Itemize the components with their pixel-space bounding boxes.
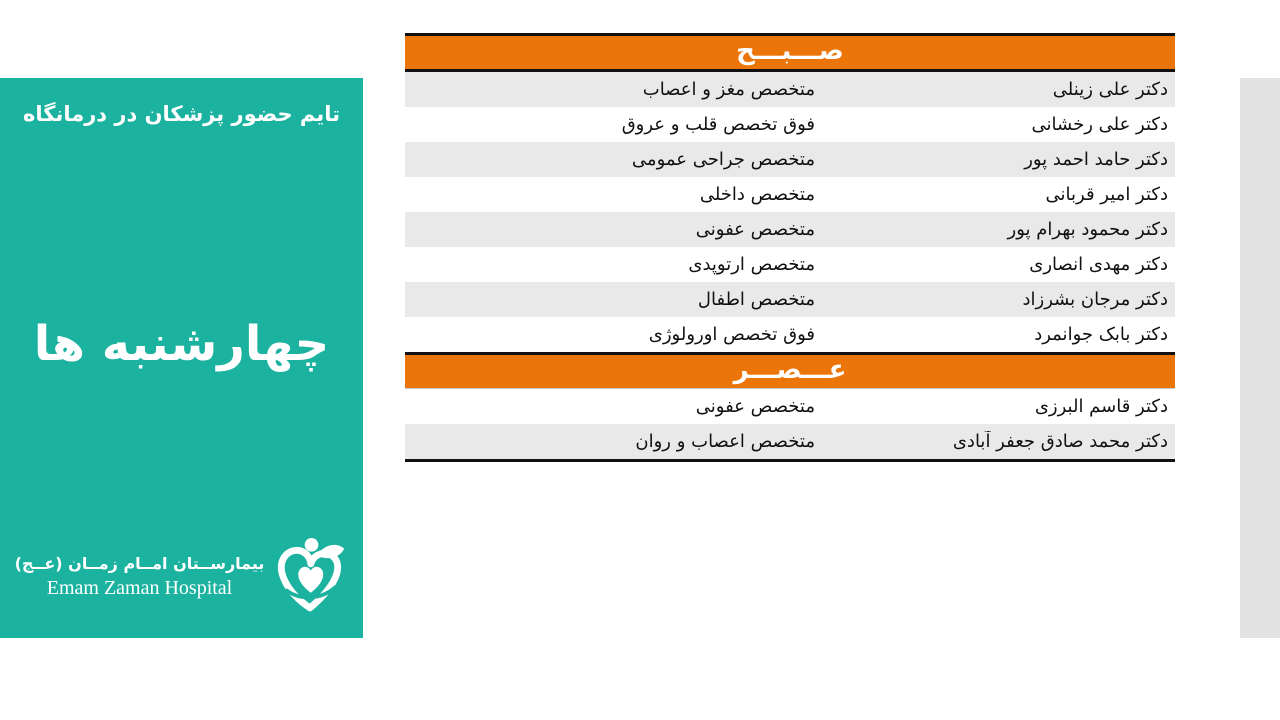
day-heading: چهارشنبه ها [33, 316, 330, 372]
doctor-name: دکتر محمود بهرام پور [1007, 219, 1168, 240]
hospital-logo-text [15, 552, 265, 600]
doctor-specialty: فوق تخصص اورولوژی [648, 324, 815, 345]
doctor-specialty: متخصص اطفال [697, 289, 815, 310]
doctor-specialty: متخصص داخلی [699, 184, 815, 205]
schedule-table [405, 33, 1175, 462]
doctor-name: دکتر علی زینلی [1052, 79, 1168, 100]
schedule-row [405, 282, 1175, 317]
doctor-name: دکتر بابک جوانمرد [1034, 324, 1168, 345]
sidebar [0, 78, 363, 638]
doctor-name: دکتر محمد صادق جعفر آبادی [952, 431, 1168, 452]
doctor-specialty: متخصص عفونی [695, 396, 815, 417]
schedule-row [405, 142, 1175, 177]
schedule-row [405, 389, 1175, 424]
doctor-specialty: متخصص ارتوپدی [688, 254, 815, 275]
section-label: عـــصـــر [733, 354, 847, 385]
right-edge-strip [1240, 78, 1280, 638]
sidebar-title: تایم حضور پزشکان در درمانگاه [22, 102, 341, 126]
doctor-name: دکتر مرجان بشرزاد [1022, 289, 1168, 310]
schedule-row [405, 317, 1175, 352]
hospital-name-fa: بیمارســتان امــام زمــان (عــج) [14, 554, 265, 573]
schedule-row [405, 247, 1175, 282]
doctor-name: دکتر امیر قربانی [1045, 184, 1168, 205]
doctor-name: دکتر حامد احمد پور [1024, 149, 1168, 170]
schedule-row [405, 107, 1175, 142]
schedule-row [405, 212, 1175, 247]
doctor-specialty: متخصص جراحی عمومی [631, 149, 815, 170]
doctor-name: دکتر قاسم البرزی [1034, 396, 1168, 417]
heart-person-logo-icon [272, 536, 348, 616]
section-label: صـــبـــح [736, 35, 844, 66]
schedule-row [405, 177, 1175, 212]
doctor-specialty: متخصص اعصاب و روان [635, 431, 815, 452]
doctor-specialty: متخصص عفونی [695, 219, 815, 240]
section-header [405, 33, 1175, 72]
doctor-specialty: فوق تخصص قلب و عروق [621, 114, 815, 135]
doctor-specialty: متخصص مغز و اعصاب [642, 79, 815, 100]
schedule-row [405, 424, 1175, 459]
doctor-name: دکتر مهدی انصاری [1029, 254, 1168, 275]
doctor-name: دکتر علی رخشانی [1031, 114, 1168, 135]
hospital-name-en: Emam Zaman Hospital [46, 577, 233, 599]
hospital-logo [0, 536, 363, 616]
section-header [405, 352, 1175, 389]
schedule-row [405, 72, 1175, 107]
